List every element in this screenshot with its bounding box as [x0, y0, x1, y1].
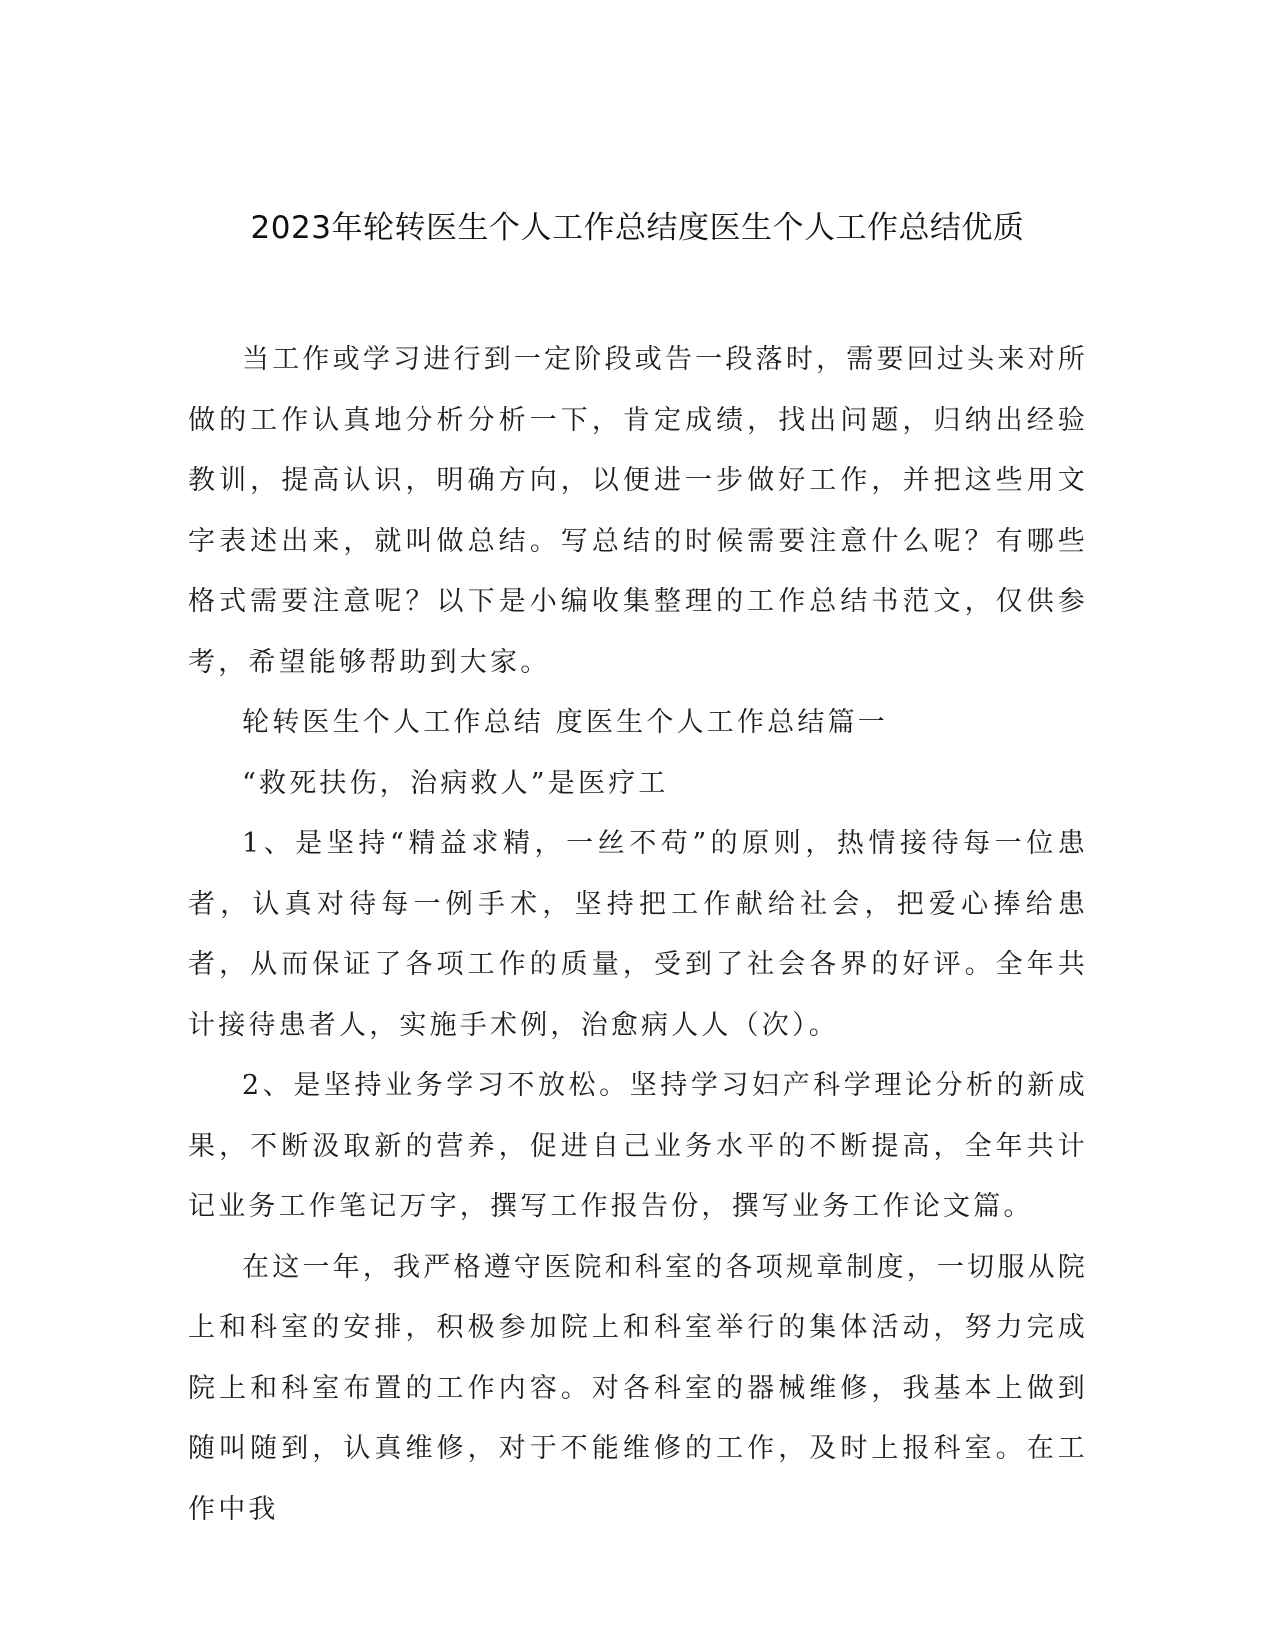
paragraph-quote: “救死扶伤，治病救人”是医疗工 — [242, 767, 669, 799]
paragraph-point-2: 2、是坚持业务学习不放松。坚持学习妇产科学理论分析的新成果，不断汲取新的营养，促进自己业务水平的不断提高，全年共计记业务工作笔记万字，撰写工作报告份，撰写业务工作论文篇。 — [188, 1070, 1088, 1222]
paragraph-section-heading: 轮转医生个人工作总结 度医生个人工作总结篇一 — [242, 707, 888, 738]
document-body — [188, 330, 1088, 1540]
paragraph-intro: 当工作或学习进行到一定阶段或告一段落时，需要回过头来对所做的工作认真地分析分析一下，肯定成绩，找出问题，归纳出经验教训，提高认识，明确方向，以便进一步做好工作，并把这些用文字表述出来，就叫做总结。写总结的时候需要注意什么呢？有哪些格式需要注意呢？以下是小编收集整理的工作总结书范文，仅供参考，希望能够帮助到大家。 — [188, 344, 1088, 678]
document-title: 2023年轮转医生个人工作总结度医生个人工作总结优质 — [250, 210, 1025, 246]
paragraph-year-summary: 在这一年，我严格遵守医院和科室的各项规章制度，一切服从院上和科室的安排，积极参加院上和科室举行的集体活动，努力完成院上和科室布置的工作内容。对各科室的器械维修，我基本上做到随叫随到，认真维修，对于不能维修的工作，及时上报科室。在工作中我 — [188, 1251, 1088, 1525]
paragraph-point-1: 1、是坚持“精益求精，一丝不苟”的原则，热情接待每一位患者，认真对待每一例手术，坚持把工作献给社会，把爱心捧给患者，从而保证了各项工作的质量，受到了社会各界的好评。全年共计接待患者人，实施手术例，治愈病人人（次）。 — [188, 828, 1088, 1041]
